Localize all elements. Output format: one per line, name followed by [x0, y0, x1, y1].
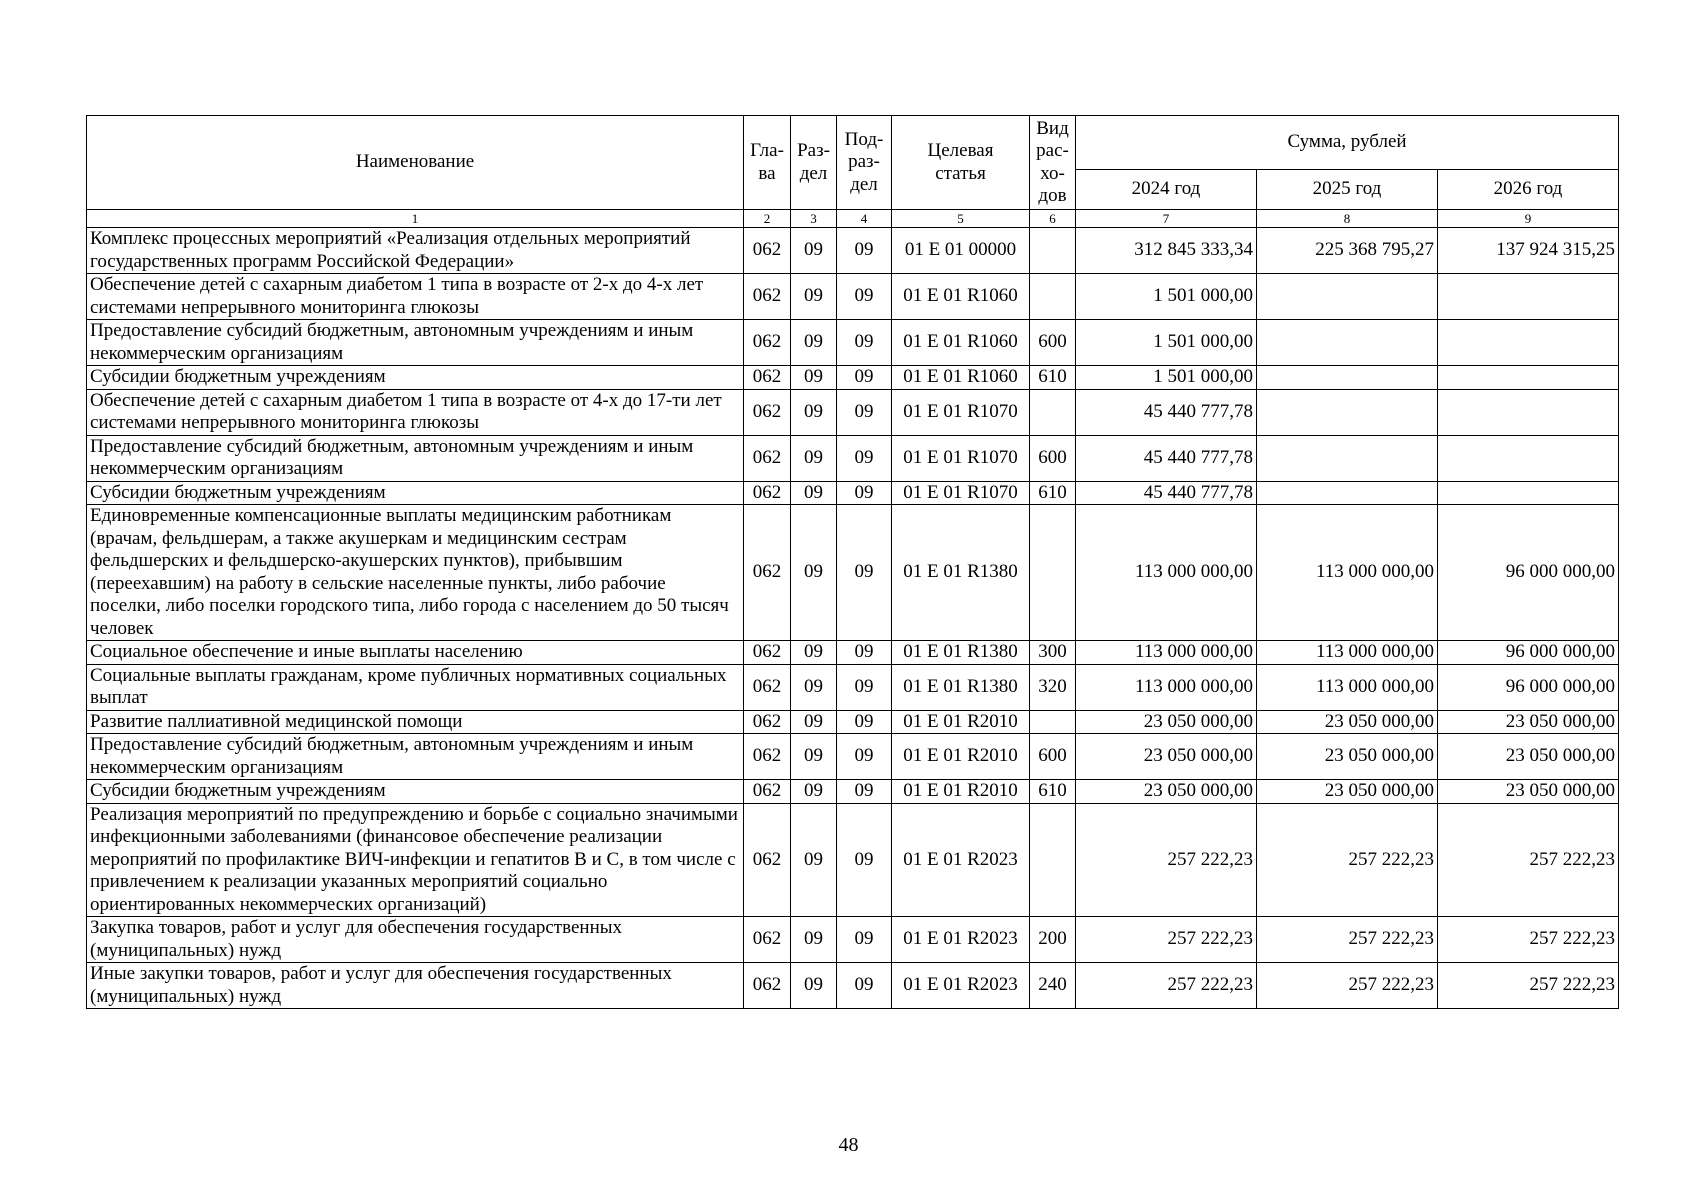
table-row: [87, 664, 1619, 710]
row-amount-2024-cell: 113 000 000,00: [1076, 641, 1257, 665]
row-razdel-cell: 09: [791, 963, 837, 1009]
row-celevaya-statya-cell: 01 Е 01 R1070: [892, 389, 1030, 435]
header-year-2026: 2026 год: [1438, 170, 1619, 210]
row-glava-cell: 062: [744, 481, 791, 505]
row-name-cell: Развитие паллиативной медицинской помощи: [87, 710, 744, 734]
column-number: 3: [791, 210, 837, 228]
row-amount-2024-cell: 45 440 777,78: [1076, 389, 1257, 435]
row-name-cell: Обеспечение детей с сахарным диабетом 1 типа в возрасте от 4-х до 17-ти лет системами непрерывного мониторинга глюкозы: [87, 389, 744, 435]
row-podrazdel-cell: 09: [837, 228, 892, 274]
row-name-cell: Единовременные компенсационные выплаты медицинским работникам (врачам, фельдшерам, а также акушеркам и медицинским сестрам фельдшерских и фельдшерско-акушерских пунктов), прибывшим (переехавшим) на работу в сельские населенные пункты, либо рабочие поселки, либо поселки городского типа, либо города с населением до 50 тысяч человек: [87, 505, 744, 641]
row-amount-2026-cell: 96 000 000,00: [1438, 505, 1619, 641]
row-amount-2025-cell: [1257, 320, 1438, 366]
row-podrazdel-cell: 09: [837, 366, 892, 390]
table-row: [87, 274, 1619, 320]
header-glava: Гла- ва: [744, 116, 791, 210]
row-name-cell: Комплекс процессных мероприятий «Реализация отдельных мероприятий государственных программ Российской Федерации»: [87, 228, 744, 274]
row-glava-cell: 062: [744, 366, 791, 390]
row-amount-2026-cell: 257 222,23: [1438, 963, 1619, 1009]
row-glava-cell: 062: [744, 505, 791, 641]
table-row: [87, 734, 1619, 780]
header-podrazdel: Под- раз- дел: [837, 116, 892, 210]
row-glava-cell: 062: [744, 734, 791, 780]
row-name-cell: Социальное обеспечение и иные выплаты населению: [87, 641, 744, 665]
row-amount-2026-cell: 96 000 000,00: [1438, 641, 1619, 665]
row-vid-rashodov-cell: [1030, 803, 1076, 917]
row-amount-2024-cell: 312 845 333,34: [1076, 228, 1257, 274]
table-row: [87, 917, 1619, 963]
row-amount-2026-cell: 23 050 000,00: [1438, 710, 1619, 734]
row-amount-2024-cell: 23 050 000,00: [1076, 780, 1257, 804]
row-celevaya-statya-cell: 01 Е 01 R2023: [892, 803, 1030, 917]
row-amount-2025-cell: [1257, 366, 1438, 390]
row-name-cell: Предоставление субсидий бюджетным, автономным учреждениям и иным некоммерческим организациям: [87, 320, 744, 366]
column-number: 7: [1076, 210, 1257, 228]
row-amount-2025-cell: [1257, 274, 1438, 320]
table-row: [87, 228, 1619, 274]
row-podrazdel-cell: 09: [837, 505, 892, 641]
row-amount-2024-cell: 1 501 000,00: [1076, 320, 1257, 366]
header-razdel: Раз- дел: [791, 116, 837, 210]
row-razdel-cell: 09: [791, 320, 837, 366]
table-row: [87, 366, 1619, 390]
row-amount-2025-cell: 113 000 000,00: [1257, 641, 1438, 665]
row-celevaya-statya-cell: 01 Е 01 R1380: [892, 641, 1030, 665]
row-amount-2026-cell: [1438, 274, 1619, 320]
column-number: 2: [744, 210, 791, 228]
column-number: 1: [87, 210, 744, 228]
row-podrazdel-cell: 09: [837, 710, 892, 734]
row-amount-2026-cell: 257 222,23: [1438, 803, 1619, 917]
column-number: 4: [837, 210, 892, 228]
row-amount-2025-cell: 113 000 000,00: [1257, 505, 1438, 641]
row-amount-2025-cell: 257 222,23: [1257, 963, 1438, 1009]
row-celevaya-statya-cell: 01 Е 01 R1060: [892, 320, 1030, 366]
row-celevaya-statya-cell: 01 Е 01 00000: [892, 228, 1030, 274]
row-glava-cell: 062: [744, 320, 791, 366]
column-number: 9: [1438, 210, 1619, 228]
row-razdel-cell: 09: [791, 710, 837, 734]
row-glava-cell: 062: [744, 963, 791, 1009]
row-name-cell: Социальные выплаты гражданам, кроме публичных нормативных социальных выплат: [87, 664, 744, 710]
row-razdel-cell: 09: [791, 664, 837, 710]
row-razdel-cell: 09: [791, 917, 837, 963]
table-body: [87, 228, 1619, 1009]
page-number: 48: [838, 1134, 859, 1156]
row-vid-rashodov-cell: 600: [1030, 734, 1076, 780]
row-vid-rashodov-cell: 600: [1030, 320, 1076, 366]
row-podrazdel-cell: 09: [837, 435, 892, 481]
row-podrazdel-cell: 09: [837, 963, 892, 1009]
row-celevaya-statya-cell: 01 Е 01 R1070: [892, 481, 1030, 505]
row-razdel-cell: 09: [791, 505, 837, 641]
row-celevaya-statya-cell: 01 Е 01 R2010: [892, 780, 1030, 804]
table-row: [87, 435, 1619, 481]
row-amount-2024-cell: 113 000 000,00: [1076, 505, 1257, 641]
row-vid-rashodov-cell: 610: [1030, 780, 1076, 804]
row-podrazdel-cell: 09: [837, 274, 892, 320]
row-podrazdel-cell: 09: [837, 320, 892, 366]
column-number: 6: [1030, 210, 1076, 228]
row-razdel-cell: 09: [791, 228, 837, 274]
row-amount-2024-cell: 23 050 000,00: [1076, 710, 1257, 734]
row-amount-2024-cell: 23 050 000,00: [1076, 734, 1257, 780]
row-glava-cell: 062: [744, 228, 791, 274]
row-podrazdel-cell: 09: [837, 780, 892, 804]
row-name-cell: Субсидии бюджетным учреждениям: [87, 780, 744, 804]
row-vid-rashodov-cell: [1030, 710, 1076, 734]
row-amount-2024-cell: 257 222,23: [1076, 917, 1257, 963]
row-razdel-cell: 09: [791, 641, 837, 665]
row-glava-cell: 062: [744, 274, 791, 320]
row-celevaya-statya-cell: 01 Е 01 R2023: [892, 963, 1030, 1009]
row-celevaya-statya-cell: 01 Е 01 R2023: [892, 917, 1030, 963]
row-amount-2024-cell: 1 501 000,00: [1076, 274, 1257, 320]
row-vid-rashodov-cell: 610: [1030, 481, 1076, 505]
row-glava-cell: 062: [744, 710, 791, 734]
table-row: [87, 710, 1619, 734]
row-name-cell: Реализация мероприятий по предупреждению и борьбе с социально значимыми инфекционными заболеваниями (финансовое обеспечение реализации мероприятий по профилактике ВИЧ-инфекции и гепатитов В и С, в том числе с привлечением к реализации указанных мероприятий социально ориентированных некоммерческих организаций): [87, 803, 744, 917]
row-celevaya-statya-cell: 01 Е 01 R2010: [892, 710, 1030, 734]
row-vid-rashodov-cell: [1030, 274, 1076, 320]
row-celevaya-statya-cell: 01 Е 01 R1070: [892, 435, 1030, 481]
row-vid-rashodov-cell: 610: [1030, 366, 1076, 390]
row-razdel-cell: 09: [791, 389, 837, 435]
row-amount-2026-cell: 96 000 000,00: [1438, 664, 1619, 710]
row-amount-2025-cell: [1257, 435, 1438, 481]
header-summa: Сумма, рублей: [1076, 116, 1619, 170]
row-amount-2026-cell: 137 924 315,25: [1438, 228, 1619, 274]
row-celevaya-statya-cell: 01 Е 01 R1060: [892, 274, 1030, 320]
row-name-cell: Предоставление субсидий бюджетным, автономным учреждениям и иным некоммерческим организациям: [87, 435, 744, 481]
row-amount-2024-cell: 113 000 000,00: [1076, 664, 1257, 710]
row-amount-2025-cell: 225 368 795,27: [1257, 228, 1438, 274]
row-celevaya-statya-cell: 01 Е 01 R1380: [892, 664, 1030, 710]
row-name-cell: Обеспечение детей с сахарным диабетом 1 типа в возрасте от 2-х до 4-х лет системами непрерывного мониторинга глюкозы: [87, 274, 744, 320]
row-amount-2026-cell: 257 222,23: [1438, 917, 1619, 963]
row-vid-rashodov-cell: 600: [1030, 435, 1076, 481]
row-amount-2025-cell: 113 000 000,00: [1257, 664, 1438, 710]
table-row: [87, 641, 1619, 665]
row-amount-2026-cell: 23 050 000,00: [1438, 780, 1619, 804]
row-vid-rashodov-cell: 200: [1030, 917, 1076, 963]
header-vid-rashodov: Вид рас- хо- дов: [1030, 116, 1076, 210]
row-amount-2025-cell: [1257, 389, 1438, 435]
column-number: 5: [892, 210, 1030, 228]
row-amount-2026-cell: [1438, 320, 1619, 366]
row-razdel-cell: 09: [791, 366, 837, 390]
row-razdel-cell: 09: [791, 734, 837, 780]
row-podrazdel-cell: 09: [837, 803, 892, 917]
header-name: Наименование: [87, 116, 744, 210]
table-row: [87, 505, 1619, 641]
row-glava-cell: 062: [744, 664, 791, 710]
row-amount-2024-cell: 45 440 777,78: [1076, 435, 1257, 481]
row-razdel-cell: 09: [791, 780, 837, 804]
row-glava-cell: 062: [744, 780, 791, 804]
row-razdel-cell: 09: [791, 435, 837, 481]
column-number: 8: [1257, 210, 1438, 228]
row-amount-2024-cell: 257 222,23: [1076, 963, 1257, 1009]
row-glava-cell: 062: [744, 803, 791, 917]
row-amount-2026-cell: [1438, 389, 1619, 435]
row-name-cell: Субсидии бюджетным учреждениям: [87, 481, 744, 505]
row-amount-2024-cell: 45 440 777,78: [1076, 481, 1257, 505]
row-amount-2025-cell: 257 222,23: [1257, 917, 1438, 963]
row-name-cell: Предоставление субсидий бюджетным, автономным учреждениям и иным некоммерческим организациям: [87, 734, 744, 780]
row-amount-2025-cell: [1257, 481, 1438, 505]
row-razdel-cell: 09: [791, 803, 837, 917]
row-glava-cell: 062: [744, 641, 791, 665]
table-row: [87, 803, 1619, 917]
row-name-cell: Субсидии бюджетным учреждениям: [87, 366, 744, 390]
row-amount-2025-cell: 23 050 000,00: [1257, 710, 1438, 734]
row-podrazdel-cell: 09: [837, 917, 892, 963]
row-glava-cell: 062: [744, 435, 791, 481]
table-row: [87, 320, 1619, 366]
row-name-cell: Иные закупки товаров, работ и услуг для обеспечения государственных (муниципальных) нужд: [87, 963, 744, 1009]
row-vid-rashodov-cell: [1030, 228, 1076, 274]
table-row: [87, 963, 1619, 1009]
row-podrazdel-cell: 09: [837, 664, 892, 710]
row-amount-2026-cell: [1438, 435, 1619, 481]
header-row: [87, 116, 1619, 170]
row-glava-cell: 062: [744, 389, 791, 435]
row-celevaya-statya-cell: 01 Е 01 R2010: [892, 734, 1030, 780]
row-amount-2026-cell: [1438, 366, 1619, 390]
row-podrazdel-cell: 09: [837, 481, 892, 505]
row-razdel-cell: 09: [791, 481, 837, 505]
table-row: [87, 481, 1619, 505]
row-razdel-cell: 09: [791, 274, 837, 320]
row-vid-rashodov-cell: [1030, 505, 1076, 641]
table-row: [87, 389, 1619, 435]
row-vid-rashodov-cell: 240: [1030, 963, 1076, 1009]
row-celevaya-statya-cell: 01 Е 01 R1380: [892, 505, 1030, 641]
row-vid-rashodov-cell: [1030, 389, 1076, 435]
row-amount-2024-cell: 1 501 000,00: [1076, 366, 1257, 390]
row-celevaya-statya-cell: 01 Е 01 R1060: [892, 366, 1030, 390]
header-celevaya-statya: Целевая статья: [892, 116, 1030, 210]
row-podrazdel-cell: 09: [837, 641, 892, 665]
row-name-cell: Закупка товаров, работ и услуг для обеспечения государственных (муниципальных) нужд: [87, 917, 744, 963]
row-amount-2026-cell: [1438, 481, 1619, 505]
row-amount-2025-cell: 23 050 000,00: [1257, 734, 1438, 780]
header-year-2025: 2025 год: [1257, 170, 1438, 210]
row-amount-2025-cell: 257 222,23: [1257, 803, 1438, 917]
row-podrazdel-cell: 09: [837, 734, 892, 780]
row-glava-cell: 062: [744, 917, 791, 963]
table-row: [87, 780, 1619, 804]
budget-table: [86, 115, 1619, 1009]
header-year-2024: 2024 год: [1076, 170, 1257, 210]
row-amount-2026-cell: 23 050 000,00: [1438, 734, 1619, 780]
row-amount-2024-cell: 257 222,23: [1076, 803, 1257, 917]
column-number-row: [87, 210, 1619, 228]
row-podrazdel-cell: 09: [837, 389, 892, 435]
row-amount-2025-cell: 23 050 000,00: [1257, 780, 1438, 804]
row-vid-rashodov-cell: 300: [1030, 641, 1076, 665]
row-vid-rashodov-cell: 320: [1030, 664, 1076, 710]
